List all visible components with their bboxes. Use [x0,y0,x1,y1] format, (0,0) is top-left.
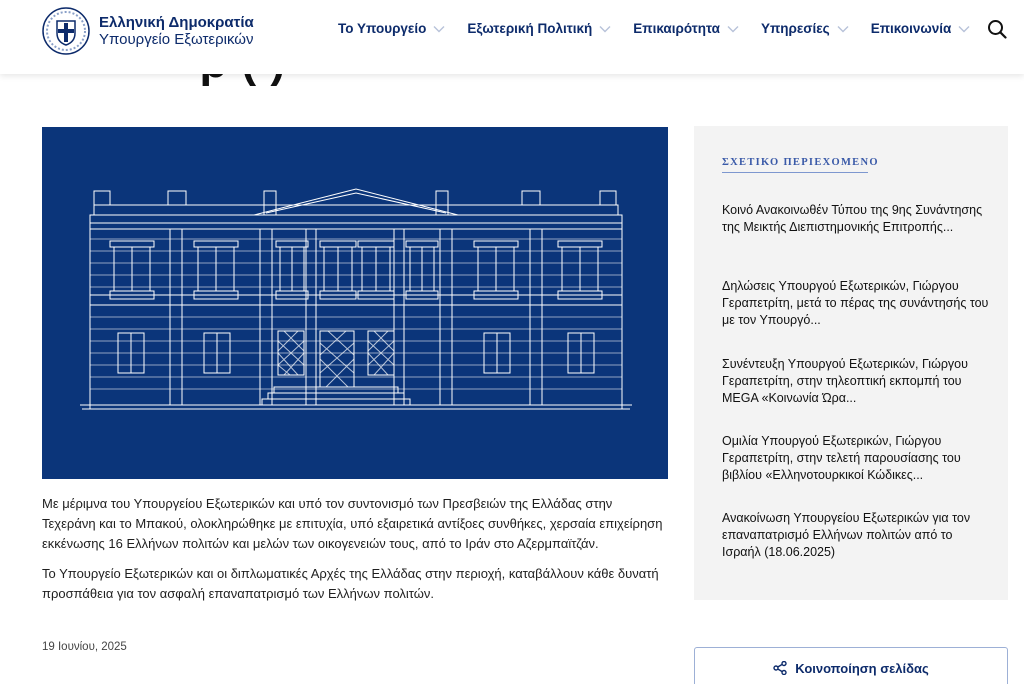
search-icon[interactable] [987,19,1007,39]
article-paragraph: Το Υπουργείο Εξωτερικών και οι διπλωματικές Αρχές της Ελλάδας στην περιοχή, καταβάλλουν κάθε δυνατή προσπάθεια για τον ασφαλή επαναπατρισμό των Ελλήνων πολιτών. [42,566,659,601]
nav-item-label: Επικαιρότητα [633,21,720,36]
nav-item-label: Εξωτερική Πολιτική [467,21,593,36]
nav-item-contact[interactable] [871,21,971,36]
chevron-down-icon [727,25,739,33]
nav-item-news[interactable] [633,21,739,36]
related-link[interactable]: Ανακοίνωση Υπουργείου Εξωτερικών για τον επαναπατρισμό Ελλήνων πολιτών από το Ισραήλ (18.06.2025) [722,511,971,559]
site-header [0,0,1024,74]
related-link[interactable]: Ομιλία Υπουργού Εξωτερικών, Γιώργου Γεραπετρίτη, στην τελετή παρουσίασης του βιβλίου «Ελληνοτουρκικοί Κώδικες... [722,434,961,482]
heading-underline [722,172,868,173]
nav-item-services[interactable] [761,21,849,36]
share-label: Κοινοποίηση σελίδας [795,660,929,676]
nav-item-foreign-policy[interactable] [467,21,611,36]
building-blueprint-illustration [42,127,668,479]
nav-item-label: Υπηρεσίες [760,21,830,36]
hero-image [42,127,668,479]
greek-coat-of-arms-icon [42,7,90,55]
site-logo[interactable] [42,7,254,55]
related-link[interactable]: Δηλώσεις Υπουργού Εξωτερικών, Γιώργου Γεραπετρίτη, μετά το πέρας της συνάντησής του με τον Υπουργό... [722,279,989,327]
chevron-down-icon [837,25,849,33]
share-icon [773,661,787,675]
nav-item-label: Επικοινωνία [870,21,952,36]
related-link[interactable]: Συνέντευξη Υπουργού Εξωτερικών, Γιώργου Γεραπετρίτη, στην τηλεοπτική εκπομπή του MEGA «Κοινωνία Ώρα... [722,357,968,405]
chevron-down-icon [958,25,970,33]
related-content-sidebar [694,126,1008,600]
chevron-down-icon [599,25,611,33]
main-nav [338,21,992,36]
related-link[interactable]: Κοινό Ανακοινωθέν Τύπου της 9ης Συνάντησης της Μεικτής Διεπιστημονικής Επιτροπής... [722,203,983,234]
related-content-heading: ΣΧΕΤΙΚΟ ΠΕΡΙΕΧΟΜΕΝΟ [722,157,879,168]
article-body [42,494,664,614]
share-page-button[interactable] [694,647,1008,684]
logo-subtitle: Υπουργείο Εξωτερικών [99,31,254,48]
nav-item-ministry[interactable] [338,21,445,36]
chevron-down-icon [433,25,445,33]
nav-item-label: Το Υπουργείο [338,21,427,36]
logo-title: Ελληνική Δημοκρατία [99,14,254,31]
article-date: 19 Ιουνίου, 2025 [42,641,127,653]
article-paragraph: Με μέριμνα του Υπουργείου Εξωτερικών και υπό τον συντονισμό των Πρεσβειών της Ελλάδας στην Τεχεράνη και το Μπακού, ολοκληρώθηκε με επιτυχία, υπό εξαιρετικά αντίξοες συνθήκες, χερσαία επιχείρηση εκκένωσης 16 Ελλήνων πολιτών και μελών των οικογενειών τους, από το Ιράν στο Αζερμπαϊτζάν. [42,496,663,551]
